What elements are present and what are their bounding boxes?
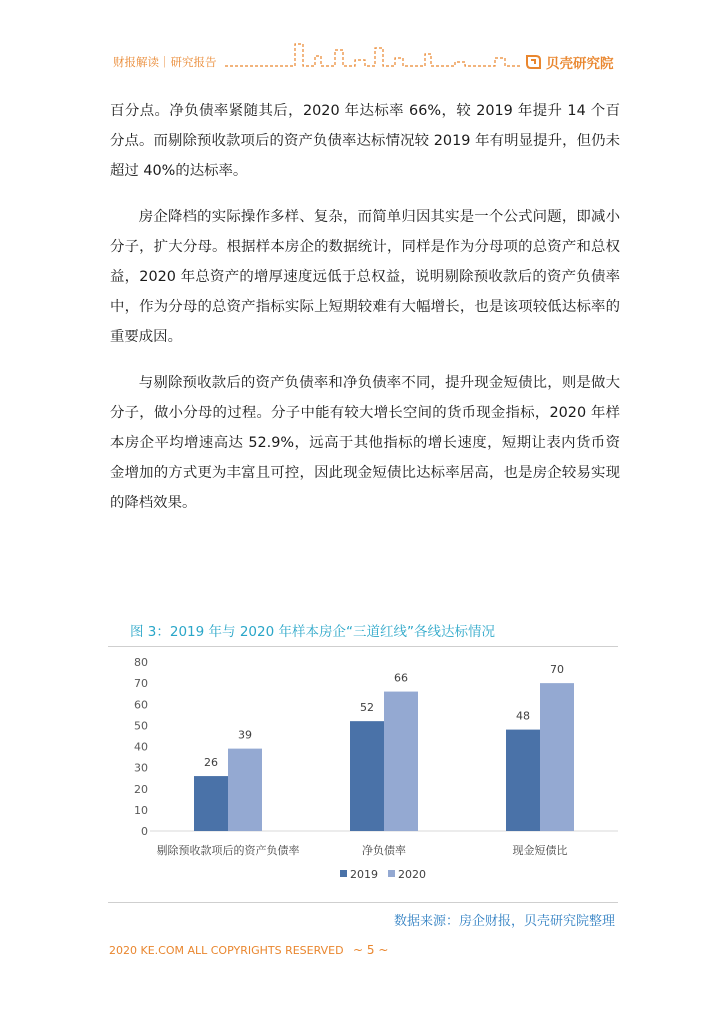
data-label-2020-0: 39 [238,728,252,742]
paragraph-3: 与剔除预收款后的资产负债率和净负债率不同，提升现金短债比，则是做大分子，做小分母的过程。分子中能有较大增长空间的货币现金指标，2020 年样本房企平均增速高达 52.9%，远高于其他指标的增长速度，短期让表内货币资金增加的方式更为丰富且可控，因此现金短债比达标率居高，也是房企较易实现的降档效果。 [110,374,620,512]
legend-swatch-2020 [388,870,395,877]
y-tick-label-2: 20 [134,782,148,796]
figure-title: 图 3：2019 年与 2020 年样本房企“三道红线”各线达标情况 [130,624,495,640]
legend-label-2019: 2019 [350,868,378,881]
brand-name: 贝壳研究院 [546,56,614,72]
legend-swatch-2019 [340,870,347,877]
bar-2019-1 [350,721,384,831]
y-tick-label-4: 40 [134,740,148,754]
figure-bottom-rule [108,902,618,903]
data-label-2019-2: 48 [516,709,530,723]
footer-copyright: 2020 KE.COM ALL COPYRIGHTS RESERVED [109,944,344,957]
x-category-label-2: 现金短债比 [512,844,568,857]
data-label-2019-1: 52 [360,701,374,715]
header-section-label: 财报解读｜研究报告 [113,55,217,69]
paragraph-1: 百分点。净负债率紧随其后，2020 年达标率 66%，较 2019 年提升 14 个百分点。而剔除预收款项后的资产负债率达标情况较 2019 年有明显提升，但仍未超过 40%的达标率。 [110,103,620,180]
y-tick-label-5: 50 [134,719,148,733]
data-label-2020-2: 70 [550,663,564,677]
paragraph-2: 房企降档的实际操作多样、复杂，而简单归因其实是一个公式问题，即减小分子，扩大分母。根据样本房企的数据统计，同样是作为分母项的总资产和总权益，2020 年总资产的增厚速度远低于总权益，说明剔除预收款后的资产负债率中，作为分母的总资产指标实际上短期较难有大幅增长，也是该项较低达标率的重要成因。 [110,208,620,346]
brand-logo-group [524,52,614,72]
bar-2020-2 [540,683,574,831]
header-skyline-decoration [225,40,525,76]
y-tick-label-6: 60 [134,698,148,712]
y-tick-label-8: 80 [134,656,148,669]
bar-2019-0 [194,776,228,831]
figure-top-rule [108,646,618,647]
footer-page-number: ~ 5 ~ [353,943,389,957]
y-tick-label-7: 70 [134,677,148,691]
figure-source: 数据来源：房企财报，贝壳研究院整理 [393,914,615,929]
bar-2020-1 [384,692,418,831]
x-category-label-1: 净负债率 [362,844,406,857]
brand-shell-icon [524,53,542,71]
x-category-label-0: 剔除预收款项后的资产负债率 [156,844,300,857]
body-text [110,96,620,534]
y-tick-label-3: 30 [134,761,148,775]
bar-chart [108,650,620,895]
data-label-2019-0: 26 [204,756,218,770]
data-label-2020-1: 66 [394,671,408,685]
y-tick-label-1: 10 [134,803,148,817]
y-tick-label-0: 0 [141,825,148,838]
legend-label-2020: 2020 [398,868,426,881]
bar-2019-2 [506,730,540,831]
bar-2020-0 [228,749,262,831]
